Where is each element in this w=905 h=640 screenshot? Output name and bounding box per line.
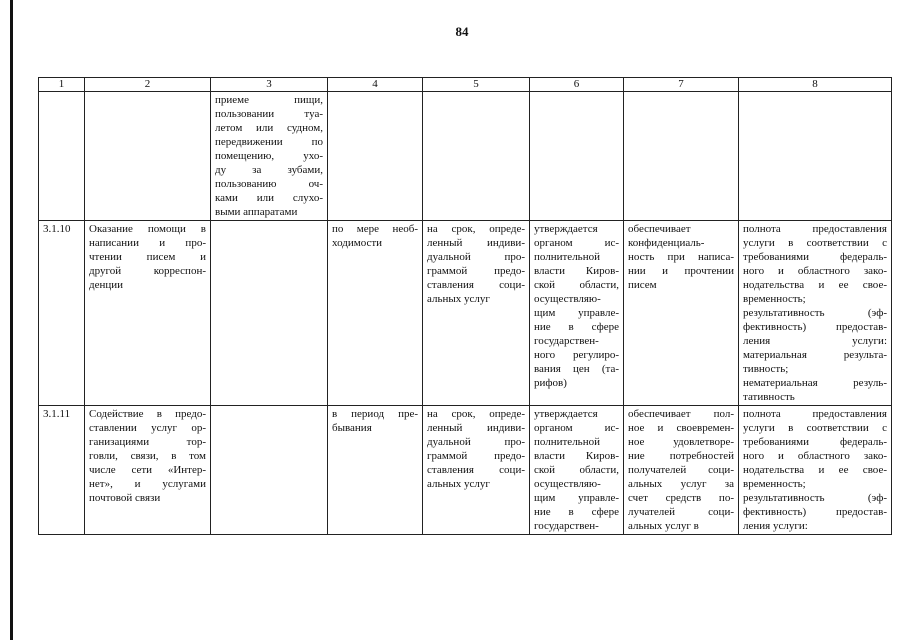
cell-line: ленный индиви-: [427, 237, 525, 249]
conditions-cell: [624, 406, 739, 535]
cell-line: утверждается: [534, 223, 598, 235]
cell-line: услуги в соответствии с: [743, 422, 887, 434]
cell-line: альных услуг в: [628, 520, 699, 532]
cell-line: власти Киров-: [534, 265, 619, 277]
cell-line: временность;: [743, 293, 806, 305]
cell-line: осуществляю-: [534, 293, 601, 305]
cell-line: чтении писем и: [89, 251, 206, 263]
term-cell: [423, 406, 530, 535]
cell-empty: [85, 92, 211, 221]
cell-line: пользованию оч-: [215, 178, 323, 190]
cell-line: денции: [89, 279, 124, 291]
cell-line: щим управле-: [534, 307, 619, 319]
periodicity-cell: [328, 221, 423, 406]
cell-line: ления услуги:: [743, 520, 808, 532]
cell-empty: [328, 92, 423, 221]
cell-line: полнительной: [534, 436, 600, 448]
cell-line: счет средств по-: [628, 492, 734, 504]
cell-line: государствен-: [534, 520, 599, 532]
cell-line: результативность (эф-: [743, 492, 887, 504]
cell-line: нодательства и ее свое-: [743, 464, 887, 476]
cell-line: ленный индиви-: [427, 422, 525, 434]
cell-line: альных услуг: [427, 478, 490, 490]
cell-line: получателей соци-: [628, 464, 734, 476]
cell-line: ставлении услуг ор-: [89, 422, 206, 434]
cell-empty: [423, 92, 530, 221]
cell-line: приеме пищи,: [215, 94, 323, 106]
cell-line: фективность) предостав-: [743, 506, 887, 518]
cell-line: по мере необ-: [332, 223, 418, 235]
cell-line: государствен-: [534, 335, 599, 347]
cell-line: пользовании туа-: [215, 108, 323, 120]
table-row: [39, 221, 892, 406]
cell-line: помещению, ухо-: [215, 150, 323, 162]
column-number: 5: [423, 78, 530, 92]
cell-text: [211, 92, 328, 221]
cell-line: граммой предо-: [427, 450, 525, 462]
cell-line: рифов): [534, 377, 567, 389]
cell-line: материальная результа-: [743, 349, 887, 361]
cell-line: нематериальная резуль-: [743, 377, 887, 389]
page-left-border: [10, 0, 13, 640]
cell-line: писем: [628, 279, 657, 291]
cell-line: осуществляю-: [534, 478, 601, 490]
cell-line: органом ис-: [534, 237, 619, 249]
cell-line: обеспечивает: [628, 223, 691, 235]
services-table: [38, 77, 892, 535]
conditions-cell: [624, 221, 739, 406]
cell-line: власти Киров-: [534, 450, 619, 462]
periodicity-cell: [328, 406, 423, 535]
cell-empty: [739, 92, 892, 221]
continuation-row: [39, 92, 892, 221]
cell-line: органом ис-: [534, 422, 619, 434]
column-number: 8: [739, 78, 892, 92]
cell-line: ками или слухо-: [215, 192, 323, 204]
cell-line: ходимости: [332, 237, 383, 249]
cell-line: ного и областного зако-: [743, 265, 887, 277]
cell-line: ставления соци-: [427, 279, 525, 291]
cell-line: фективность) предостав-: [743, 321, 887, 333]
cell-line: дуальной про-: [427, 436, 525, 448]
cell-line: выми аппаратами: [215, 206, 298, 218]
cell-line: говли, связи, в том: [89, 450, 206, 462]
page-number: 84: [455, 24, 469, 39]
cell-line: ской области,: [534, 464, 619, 476]
cell-line: ганизациями тор-: [89, 436, 206, 448]
column-number-row: [39, 78, 892, 92]
cell-line: другой корреспон-: [89, 265, 206, 277]
cell-line: нодательства и ее свое-: [743, 279, 887, 291]
cell-line: ного и областного зако-: [743, 450, 887, 462]
cell-line: ность при написа-: [628, 251, 734, 263]
cell-line: нии и прочтении: [628, 265, 734, 277]
cell-line: числе сети «Интер-: [89, 464, 206, 476]
cell-line: ду за зубами,: [215, 164, 323, 176]
cell-line: на срок, опреде-: [427, 223, 525, 235]
cell-line: требованиями федераль-: [743, 251, 887, 263]
tariff-cell: [530, 221, 624, 406]
quality-cell: [739, 221, 892, 406]
cell-line: граммой предо-: [427, 265, 525, 277]
cell-line: конфиденциаль-: [628, 237, 705, 249]
cell-line: лучателей соци-: [628, 506, 734, 518]
quality-cell: [739, 406, 892, 535]
cell-line: полнота предоставления: [743, 223, 887, 235]
column-number: 4: [328, 78, 423, 92]
column-number: 1: [39, 78, 85, 92]
cell-line: бывания: [332, 422, 372, 434]
cell-line: ставления соци-: [427, 464, 525, 476]
cell-line: передвижении по: [215, 136, 323, 148]
cell-line: ное удовлетворе-: [628, 436, 734, 448]
cell-line: нет», и услугами: [89, 478, 206, 490]
column-number: 6: [530, 78, 624, 92]
cell-line: требованиями федераль-: [743, 436, 887, 448]
cell-line: альных услуг за: [628, 478, 734, 490]
cell-line: Содействие в предо-: [89, 408, 206, 420]
cell-line: ние в сфере: [534, 321, 619, 333]
tariff-cell: [530, 406, 624, 535]
cell-line: Оказание помощи в: [89, 223, 206, 235]
cell-empty: [530, 92, 624, 221]
cell-line: тативность: [743, 391, 795, 403]
cell-line: в период пре-: [332, 408, 418, 420]
cell-line: результативность (эф-: [743, 307, 887, 319]
cell-line: тивность;: [743, 363, 789, 375]
cell-line: ской области,: [534, 279, 619, 291]
term-cell: [423, 221, 530, 406]
table-row: [39, 406, 892, 535]
cell-line: обеспечивает пол-: [628, 408, 734, 420]
cell-line: ние в сфере: [534, 506, 619, 518]
cell-line: ного регулиро-: [534, 349, 619, 361]
cell-line: ления услуги:: [743, 335, 887, 347]
column-number: 3: [211, 78, 328, 92]
cell-line: написании и про-: [89, 237, 206, 249]
cell-line: услуги в соответствии с: [743, 237, 887, 249]
cell-line: временность;: [743, 478, 806, 490]
column-number: 2: [85, 78, 211, 92]
cell-empty: [211, 406, 328, 535]
cell-line: полнительной: [534, 251, 600, 263]
cell-line: щим управле-: [534, 492, 619, 504]
cell-line: дуальной про-: [427, 251, 525, 263]
cell-line: вания цен (та-: [534, 363, 619, 375]
cell-line: почтовой связи: [89, 492, 161, 504]
row-code: 3.1.10: [39, 221, 85, 406]
cell-empty: [39, 92, 85, 221]
cell-line: летом или судном,: [215, 122, 323, 134]
row-code: 3.1.11: [39, 406, 85, 535]
cell-line: утверждается: [534, 408, 598, 420]
cell-line: полнота предоставления: [743, 408, 887, 420]
service-name-cell: [85, 406, 211, 535]
cell-line: ное и своевремен-: [628, 422, 734, 434]
cell-line: альных услуг: [427, 293, 490, 305]
cell-line: ние потребностей: [628, 450, 734, 462]
cell-line: на срок, опреде-: [427, 408, 525, 420]
column-number: 7: [624, 78, 739, 92]
cell-empty: [211, 221, 328, 406]
service-name-cell: [85, 221, 211, 406]
cell-empty: [624, 92, 739, 221]
